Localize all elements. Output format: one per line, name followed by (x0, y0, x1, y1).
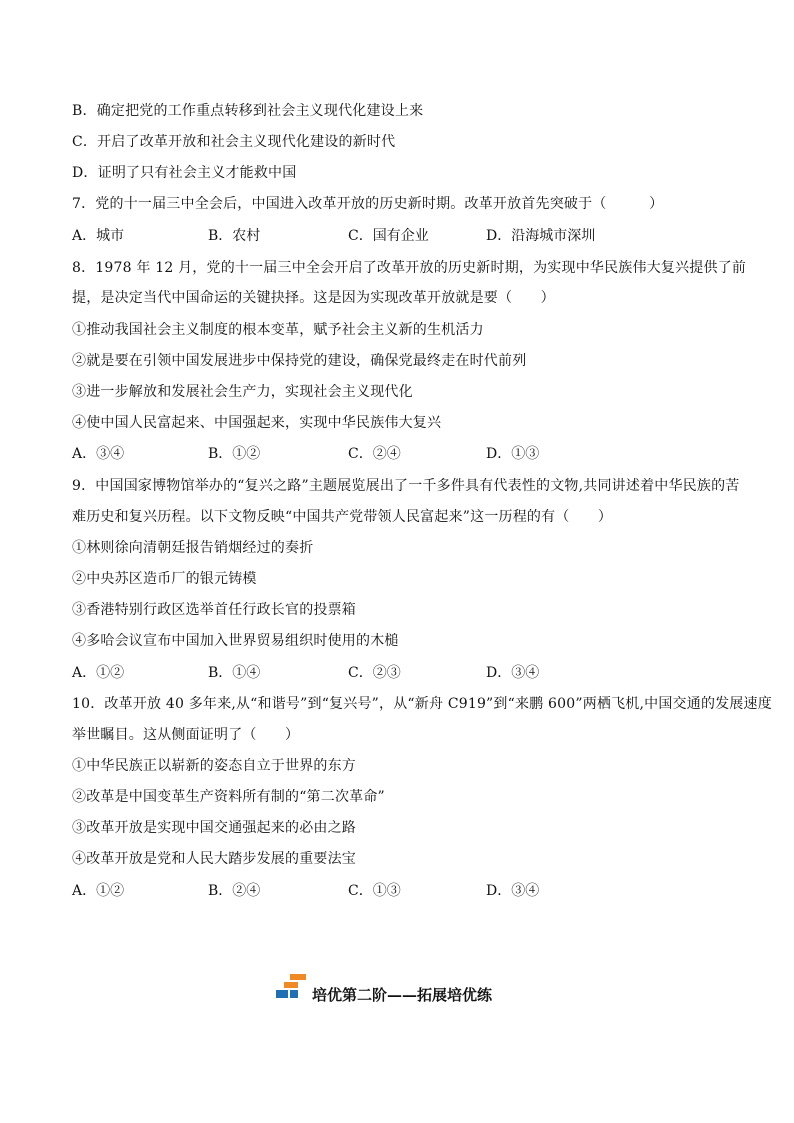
q10-option-a: A．①② (72, 883, 125, 899)
q10-option-b: B．②④ (208, 883, 261, 899)
q9-stem-line1: 9．中国国家博物馆举办的“复兴之路”主题展览展出了一千多件具有代表性的文物,共同讲述着中华民族的苦 (72, 478, 740, 494)
q9-stem-line2: 难历史和复兴历程。以下文物反映“中国共产党带领人民富起来”这一历程的有（ ） (72, 509, 613, 525)
q10-option-d: D．③④ (486, 883, 540, 899)
q8-item-1: ①推动我国社会主义制度的根本变革，赋予社会主义新的生机活力 (72, 322, 484, 338)
q6-option-d: D．证明了只有社会主义才能救中国 (72, 165, 297, 181)
q10-stem-line1: 10．改革开放 40 多年来,从“和谐号”到“复兴号”，从“新舟 C919”到“来鹏 600”两栖飞机,中国交通的发展速度 (72, 696, 772, 712)
q7-stem: 7．党的十一届三中全会后，中国进入改革开放的历史新时期。改革开放首先突破于（ ） (72, 196, 664, 212)
q8-option-d: D．①③ (486, 446, 540, 462)
q7-option-c: C．国有企业 (348, 228, 429, 244)
section-title: 培优第二阶——拓展培优练 (312, 986, 493, 1004)
q10-item-2: ②改革是中国变革生产资料所有制的“第二次革命” (72, 789, 385, 805)
q8-item-2: ②就是要在引领中国发展进步中保持党的建设，确保党最终走在时代前列 (72, 353, 527, 369)
q8-stem-line2: 提，是决定当代中国命运的关键抉择。这是因为实现改革开放就是要（ ） (72, 290, 555, 306)
q8-option-a: A．③④ (72, 446, 125, 462)
section-header (276, 974, 556, 1004)
q9-item-2: ②中央苏区造币厂的银元铸模 (72, 571, 257, 587)
section-logo-icon (276, 974, 310, 1000)
q6-option-c: C．开启了改革开放和社会主义现代化建设的新时代 (72, 134, 396, 150)
q10-item-3: ③改革开放是实现中国交通强起来的必由之路 (72, 820, 356, 836)
q9-option-c: C．②③ (348, 665, 401, 681)
q7-option-d: D．沿海城市深圳 (486, 228, 596, 244)
q9-option-b: B．①④ (208, 665, 261, 681)
q8-stem-line1: 8．1978 年 12 月，党的十一届三中全会开启了改革开放的历史新时期，为实现中华民族伟大复兴提供了前 (72, 260, 747, 276)
q9-option-a: A．①② (72, 665, 125, 681)
q10-option-c: C．①③ (348, 883, 401, 899)
q7-option-b: B．农村 (208, 228, 261, 244)
q10-item-1: ①中华民族正以崭新的姿态自立于世界的东方 (72, 758, 356, 774)
q9-item-4: ④多哈会议宣布中国加入世界贸易组织时使用的木槌 (72, 633, 399, 649)
q9-item-1: ①林则徐向清朝廷报告销烟经过的奏折 (72, 540, 314, 556)
q9-item-3: ③香港特别行政区选举首任行政长官的投票箱 (72, 602, 356, 618)
q8-item-4: ④使中国人民富起来、中国强起来，实现中华民族伟大复兴 (72, 415, 442, 431)
q7-option-a: A．城市 (72, 228, 125, 244)
q6-option-b: B．确定把党的工作重点转移到社会主义现代化建设上来 (72, 103, 424, 119)
q8-item-3: ③进一步解放和发展社会生产力，实现社会主义现代化 (72, 384, 413, 400)
q8-option-b: B．①② (208, 446, 261, 462)
q9-option-d: D．③④ (486, 665, 540, 681)
q10-stem-line2: 举世瞩目。这从侧面证明了（ ） (72, 727, 300, 743)
q8-option-c: C．②④ (348, 446, 401, 462)
q10-item-4: ④改革开放是党和人民大踏步发展的重要法宝 (72, 851, 356, 867)
